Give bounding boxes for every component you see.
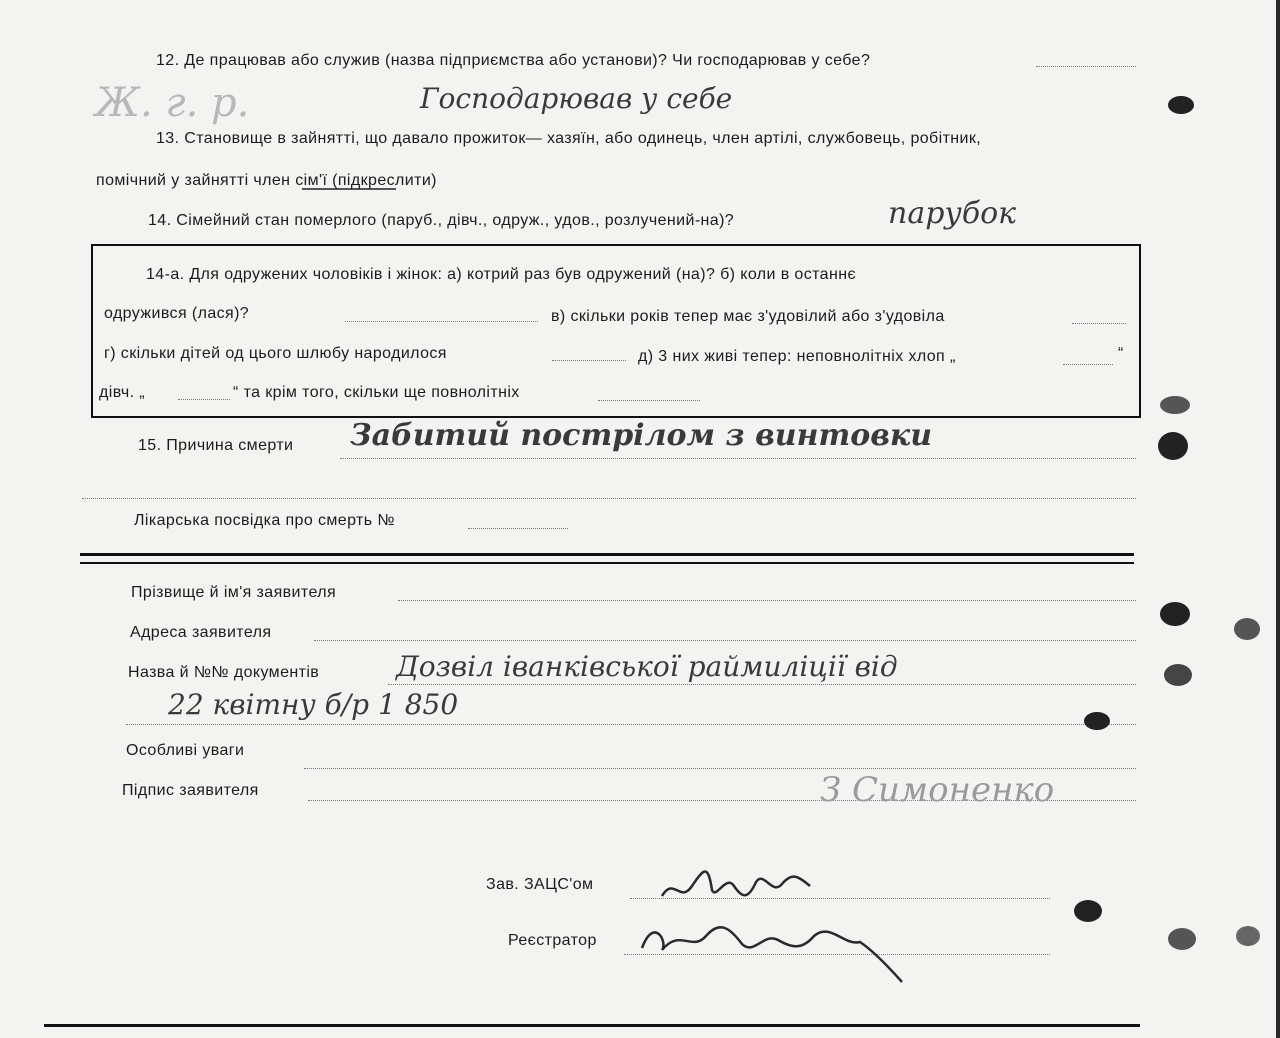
dotted-line <box>126 724 1136 725</box>
punch-hole-mark <box>1168 928 1196 950</box>
question-14a-line-2-start: одружився (лася)? <box>104 305 250 322</box>
separator-rule <box>80 553 1134 556</box>
question-14a-line-3-mid: д) 3 них живі тепер: неповнолітніх хлоп „ <box>638 348 956 365</box>
signature-label: Підпис заявителя <box>122 782 259 799</box>
margin-note: Ж. г. р. <box>95 80 250 126</box>
question-13-line-1: 13. Становище в зайнятті, що давало прожиток— хазяїн, або одинець, член артілі, службовець, робітник, <box>156 130 982 147</box>
punch-hole-mark <box>1164 664 1192 686</box>
quote-mark: “ <box>1118 345 1124 362</box>
q15-answer: Забитий пострілом з винтовки <box>350 418 933 453</box>
dotted-line <box>1036 66 1136 67</box>
dotted-line <box>1063 364 1113 365</box>
separator-rule <box>80 562 1134 564</box>
dotted-line <box>178 399 230 400</box>
dotted-line <box>1072 323 1126 324</box>
documents-answer-2: 22 квітну б/р 1 850 <box>168 688 459 721</box>
dotted-line <box>314 640 1136 641</box>
question-14: 14. Сімейний стан померлого (паруб., дівч., одруж., удов., розлучений-на)? <box>148 212 735 229</box>
dotted-line <box>340 458 1136 459</box>
punch-hole-mark <box>1160 396 1190 414</box>
dotted-line <box>345 321 538 322</box>
dotted-line <box>598 400 700 401</box>
question-14a-line-3-start: г) скільки дітей од цього шлюбу народилося <box>104 345 447 362</box>
notes-label: Особливі уваги <box>126 742 245 759</box>
bottom-rule <box>44 1024 1140 1027</box>
punch-hole-mark <box>1158 432 1188 460</box>
zags-head-signature <box>656 856 816 912</box>
underline-mark <box>300 186 400 192</box>
punch-hole-mark <box>1074 900 1102 922</box>
punch-hole-mark <box>1084 712 1110 730</box>
dotted-line <box>468 528 568 529</box>
documents-label: Назва й №№ документів <box>128 664 320 681</box>
dotted-line <box>304 768 1136 769</box>
dotted-line <box>82 498 1136 499</box>
question-14a-line-1: 14-а. Для одружених чоловіків і жінок: а) котрий раз був одружений (на)? б) коли в останнє <box>146 266 857 283</box>
question-15: 15. Причина смерти <box>138 437 294 454</box>
question-14a-line-2-end: в) скільки років тепер має з'удовілий або з'удовіла <box>551 308 945 325</box>
punch-hole-mark <box>1234 618 1260 640</box>
documents-answer-1: Дозвіл іванківської раймиліції від <box>396 650 898 683</box>
question-14a-line-4-end: “ та крім того, скільки ще повнолітніх <box>233 384 520 401</box>
question-13-line-2: помічний у зайнятті член сім'ї (підкреслити) <box>96 172 437 189</box>
punch-hole-mark <box>1160 602 1190 626</box>
dotted-line <box>388 684 1136 685</box>
applicant-address-label: Адреса заявителя <box>130 624 272 641</box>
medical-certificate-label: Лікарська посвідка про смерть № <box>134 512 395 529</box>
applicant-name-label: Прізвище й ім'я заявителя <box>131 584 337 601</box>
dotted-line <box>398 600 1136 601</box>
q12-answer: Господарював у себе <box>420 82 733 115</box>
zags-head-label: Зав. ЗАЦС'ом <box>486 876 594 893</box>
punch-hole-mark <box>1168 96 1194 114</box>
applicant-signature: З Симоненко <box>820 770 1055 810</box>
punch-hole-mark <box>1236 926 1260 946</box>
page-edge <box>1276 0 1280 1038</box>
registrar-label: Реєстратор <box>508 932 597 949</box>
q14-answer: парубок <box>888 196 1017 231</box>
dotted-line <box>552 360 626 361</box>
question-14a-line-4-start: дівч. „ <box>99 384 146 401</box>
question-12: 12. Де працював або служив (назва підприємства або установи)? Чи господарював у себе? <box>156 52 871 69</box>
registrar-signature <box>632 906 912 990</box>
